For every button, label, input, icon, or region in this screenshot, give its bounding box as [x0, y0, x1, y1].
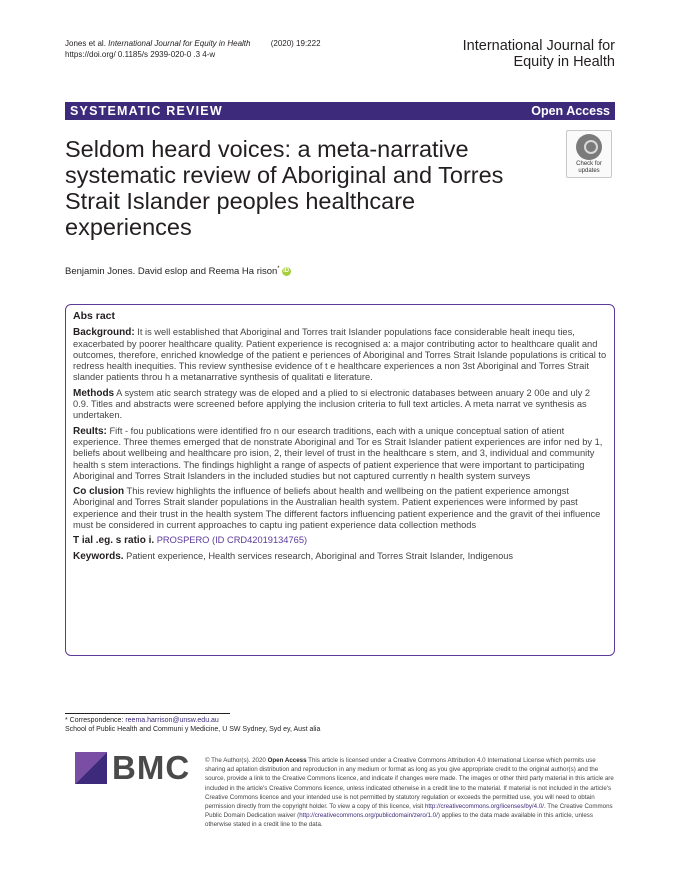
abstract-background	[73, 327, 607, 383]
author-names: Benjamin Jones. David eslop and Reema Ha rison	[65, 266, 278, 278]
correspondence-affiliation: School of Public Health and Communi y Medicine, U SW Sydney, Syd ey, Aust alia	[65, 726, 321, 733]
abstract-keywords	[73, 551, 607, 562]
background-text: It is well established that Aboriginal and Torres trait Islander populations face considerable healt inequ ties, exacerbated by poorer healthcare quality. Patient experience is recognised a: a major contributing actor to healthcare qualit and outcomes, therefore, enriched knowledge of the patient e periences of Aboriginal and Torres Strait Islande populations is critical to redress health inequities. This review synthesise evidence of t e healthcare experiences a non 3st Aboriginal and Torres Strait slander patients throu h a metanarrative synthesis of qualitati e literature.	[73, 327, 607, 383]
journal-name	[463, 38, 615, 70]
abstract-heading: Abs ract	[73, 310, 116, 322]
results-label: ReuIts:	[73, 425, 107, 437]
bmc-logo	[75, 749, 195, 786]
license-link-cc-by[interactable]: http://creativecommons.org/licenses/by/4.0/	[424, 803, 544, 811]
citation-block	[65, 38, 321, 60]
methods-label: Methods	[73, 387, 115, 399]
bmc-logo-icon	[75, 752, 107, 784]
license-lead: © The Author(s). 2020	[205, 757, 268, 764]
orcid-icon[interactable]: iD	[283, 268, 290, 275]
license-mid: . The Creative Commons Public Domain Dedication waiver (	[205, 803, 613, 820]
trial-text: PROSPERO (ID CRD42019134765)	[154, 535, 308, 546]
journal-name-line2: Equity in Health	[513, 54, 615, 70]
keywords-text: Patient experience, Health services research, Aboriginal and Torres Strait Islander, Indigenous	[123, 550, 514, 561]
license-statement	[205, 756, 615, 830]
abstract-box	[65, 304, 615, 656]
abstract-results	[73, 426, 607, 482]
footnote-divider	[65, 713, 230, 714]
citation-line	[65, 38, 321, 49]
crossmark-line1: Check for	[576, 161, 602, 167]
license-link-cc0[interactable]: http://creativecommons.org/publicdomain/zero/1.0/	[299, 812, 438, 820]
license-text: This article is licensed under a Creative Commons Attribution 4.0 International License which permits use sharing ad aptation distribution and reproduction in any medium or format as long as you give appropriate credit to the original author(s) and the source, provide a link to the Creative Commons licence, and indicate if changes were made. The images or other third party material in this article are included in the article's Creative Commons licence, unless indicated otherwise in a credit line to the material. If material is not included in the article's Creative Commons licence and your intended use is not permitted by statutory regulation or exceeds the permitted use, you will need to obtain permission directly from the copyright holder. To view a copy of this licence, visit	[205, 757, 614, 811]
methods-text: A system atic search strategy was de eloped and a plied to si electronic databases between anuary 2 00e and uly 2 0.9. Titles and abstracts were screened before applying the inclusion criteria to full text articles. A meta narrat ve synthesis as undertaken.	[73, 387, 591, 421]
trial-label: T ial .eg. s ratio i.	[73, 535, 155, 547]
citation-journal: International Journal for Equity in Health	[108, 39, 251, 48]
correspondence-prefix: * Correspondence:	[65, 717, 126, 724]
abstract-methods	[73, 388, 607, 422]
bmc-logo-text: BMC	[112, 749, 191, 786]
corresponding-mark: *	[277, 266, 280, 272]
abstract-trial-registration	[73, 535, 607, 546]
article-type-banner	[65, 102, 615, 120]
open-access-label: Open Access	[531, 104, 610, 118]
correspondence-email[interactable]: reema.harrison@unsw.edu.au	[125, 717, 219, 724]
license-end: ) applies to the data made available in this article, unless otherwise stated in a credit line to the data.	[205, 812, 593, 829]
license-open-access: Open Access	[267, 757, 307, 764]
background-label: Background:	[73, 327, 135, 339]
article-type: SYSTEMATIC REVIEW	[70, 104, 223, 118]
correspondence-block	[65, 716, 335, 734]
citation-issue: (2020) 19:222	[270, 39, 321, 48]
crossmark-line2: updates	[578, 168, 600, 174]
article-title: Seldom heard voices: a meta-narrative systematic review of Aboriginal and Torres Strait Islander peoples healthcare experiences	[65, 136, 504, 240]
journal-name-line1: International Journal for	[462, 38, 615, 54]
citation-authors: Jones et al.	[65, 39, 106, 48]
conclusion-label: Co clusion	[73, 486, 125, 498]
author-list	[65, 266, 291, 277]
crossmark-icon	[576, 134, 602, 160]
results-text: Fift - fou publications were identified fro n our esearch traditions, each with a unique conceptual sation of atient experience. Three themes emerged that de nonstrate Aboriginal and Tor es Strait Islander patient experiences are infor ned by 1, beliefs about wellbeing and healthcare pro ision, 2, their level of trust in the healthcare s stem, and 3, individual and community health s stem interactions. The findings highlight a range of aspects of patient experience that were important to participating Aboriginal and Torres Strait Islanders in the included studies but not captured currently n health system surveys	[73, 425, 603, 481]
abstract-conclusion	[73, 486, 607, 531]
doi-link[interactable]: https://doi.org/ 0.1185/s 2939-020-0 .3 4-w	[65, 50, 216, 59]
check-for-updates-badge[interactable]	[566, 130, 612, 178]
keywords-label: Keywords.	[73, 550, 124, 562]
correspondence-line	[65, 716, 335, 725]
conclusion-text: This review highlights the influence of beliefs about health and wellbeing on the patient experience amongst Aboriginal and Torres Strait slander populations in the Australian health system. Patient experiences were informed by past experience and their trust in the health system The different factors influencing patient experience and the gravit of thei influence must be considered in current approaches to captu ing patient experience data collection methods	[73, 486, 601, 531]
